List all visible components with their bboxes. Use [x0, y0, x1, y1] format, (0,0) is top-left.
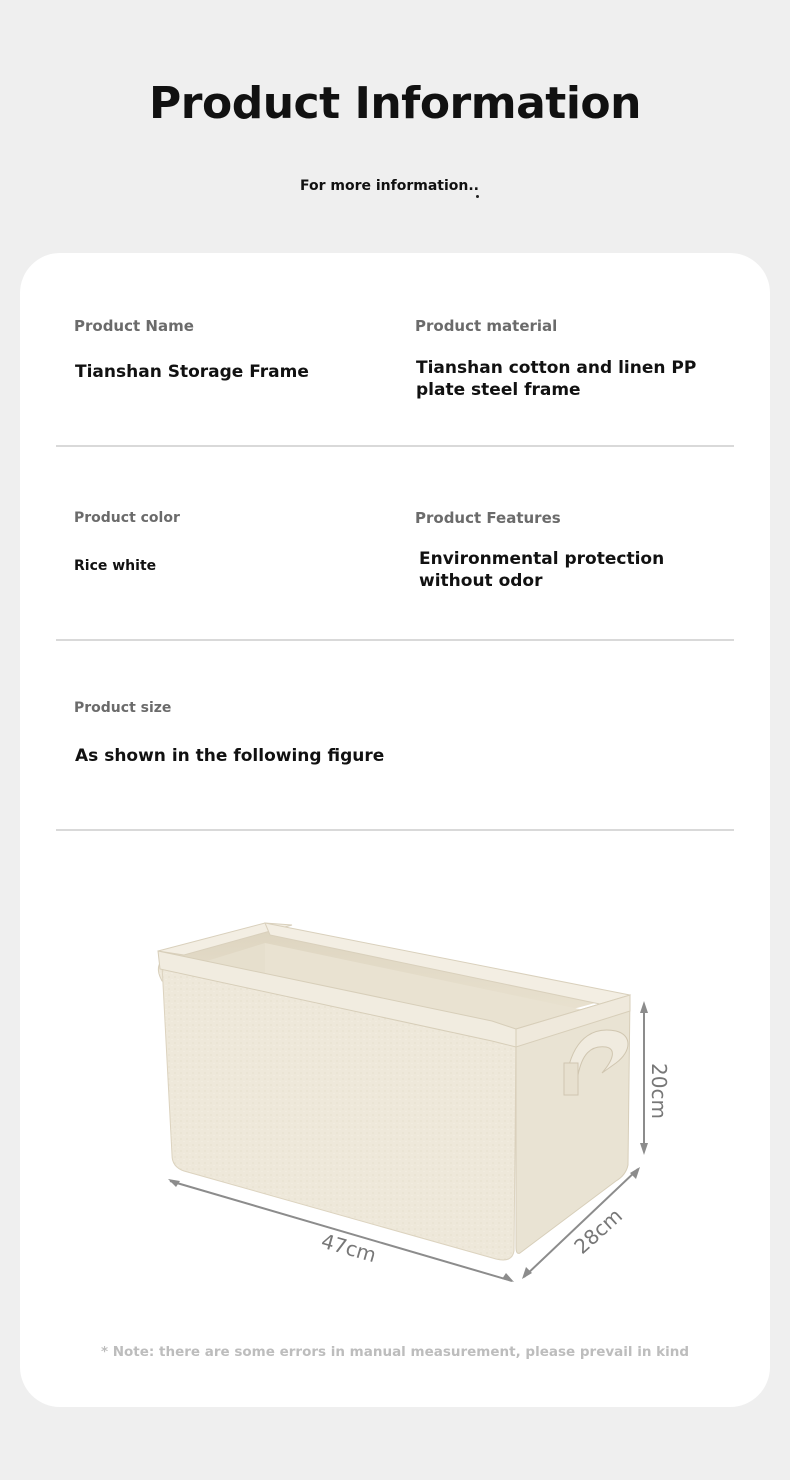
product-features-label: Product Features [415, 509, 561, 527]
info-card [20, 253, 770, 1407]
product-name-value: Tianshan Storage Frame [75, 362, 309, 382]
arrow-icon [168, 1179, 180, 1187]
product-color-value: Rice white [74, 558, 157, 574]
product-material-value: Tianshan cotton and linen PP plate steel frame [416, 358, 697, 400]
product-size-value: As shown in the following figure [75, 746, 385, 766]
product-features-value: Environmental protection without odor [419, 549, 665, 591]
dimension-width-label: 28cm [569, 1203, 627, 1259]
product-size-label: Product size [74, 700, 172, 716]
arrow-icon [630, 1167, 640, 1179]
arrow-icon [640, 1143, 648, 1155]
dimension-length-label: 47cm [318, 1228, 380, 1268]
subtitle-dot [476, 195, 479, 198]
divider [56, 639, 734, 641]
product-material-label: Product material [415, 317, 558, 335]
product-name-label: Product Name [74, 317, 194, 335]
handle-right-strap [564, 1063, 578, 1095]
product-color-label: Product color [74, 510, 180, 526]
divider [56, 829, 734, 831]
dimension-height-label: 20cm [647, 1063, 671, 1119]
divider [56, 445, 734, 447]
measurement-note: * Note: there are some errors in manual measurement, please prevail in kind [100, 1344, 690, 1360]
arrow-icon [640, 1001, 648, 1013]
arrow-icon [522, 1267, 532, 1279]
page-subtitle: For more information.. [300, 178, 479, 194]
page-title: Product Information [149, 78, 641, 129]
storage-basket-figure [120, 903, 680, 1293]
